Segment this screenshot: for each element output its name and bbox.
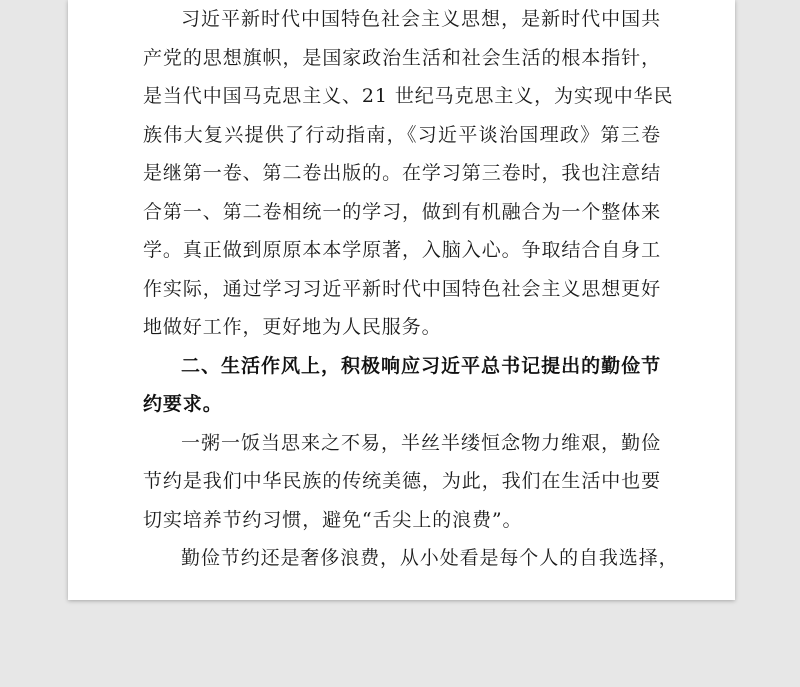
paragraph-line: 节约是我们中华民族的传统美德，为此，我们在生活中也要 xyxy=(143,470,661,492)
document-body xyxy=(143,0,679,578)
paragraph-line: 习近平新时代中国特色社会主义思想，是新时代中国共 xyxy=(181,8,661,30)
paragraph-line: 一粥一饭当思来之不易，半丝半缕恒念物力维艰，勤俭 xyxy=(181,431,661,454)
document-page xyxy=(68,0,735,600)
paragraph-line: 产党的思想旗帜，是国家政治生活和社会生活的根本指针， xyxy=(143,46,661,69)
paragraph-line: 地做好工作，更好地为人民服务。 xyxy=(143,316,442,338)
section-heading: 二、生活作风上，积极响应习近平总书记提出的勤俭节 xyxy=(181,354,661,377)
paragraph-line: 勤俭节约还是奢侈浪费，从小处看是每个人的自我选择， xyxy=(181,547,679,569)
paragraph-line: 是继第一卷、第二卷出版的。在学习第三卷时，我也注意结 xyxy=(143,162,661,184)
paragraph-line: 是当代中国马克思主义、21 世纪马克思主义，为实现中华民 xyxy=(143,85,674,107)
paragraph-line: 作实际，通过学习习近平新时代中国特色社会主义思想更好 xyxy=(143,277,661,300)
paragraph-line: 族伟大复兴提供了行动指南，《习近平谈治国理政》第三卷 xyxy=(143,123,661,146)
section-heading: 约要求。 xyxy=(143,393,223,415)
paragraph-line: 切实培养节约习惯，避免“舌尖上的浪费”。 xyxy=(143,508,523,531)
paragraph-line: 合第一、第二卷相统一的学习，做到有机融合为一个整体来 xyxy=(143,200,661,223)
paragraph-line: 学。真正做到原原本本学原著，入脑入心。争取结合自身工 xyxy=(143,239,661,261)
